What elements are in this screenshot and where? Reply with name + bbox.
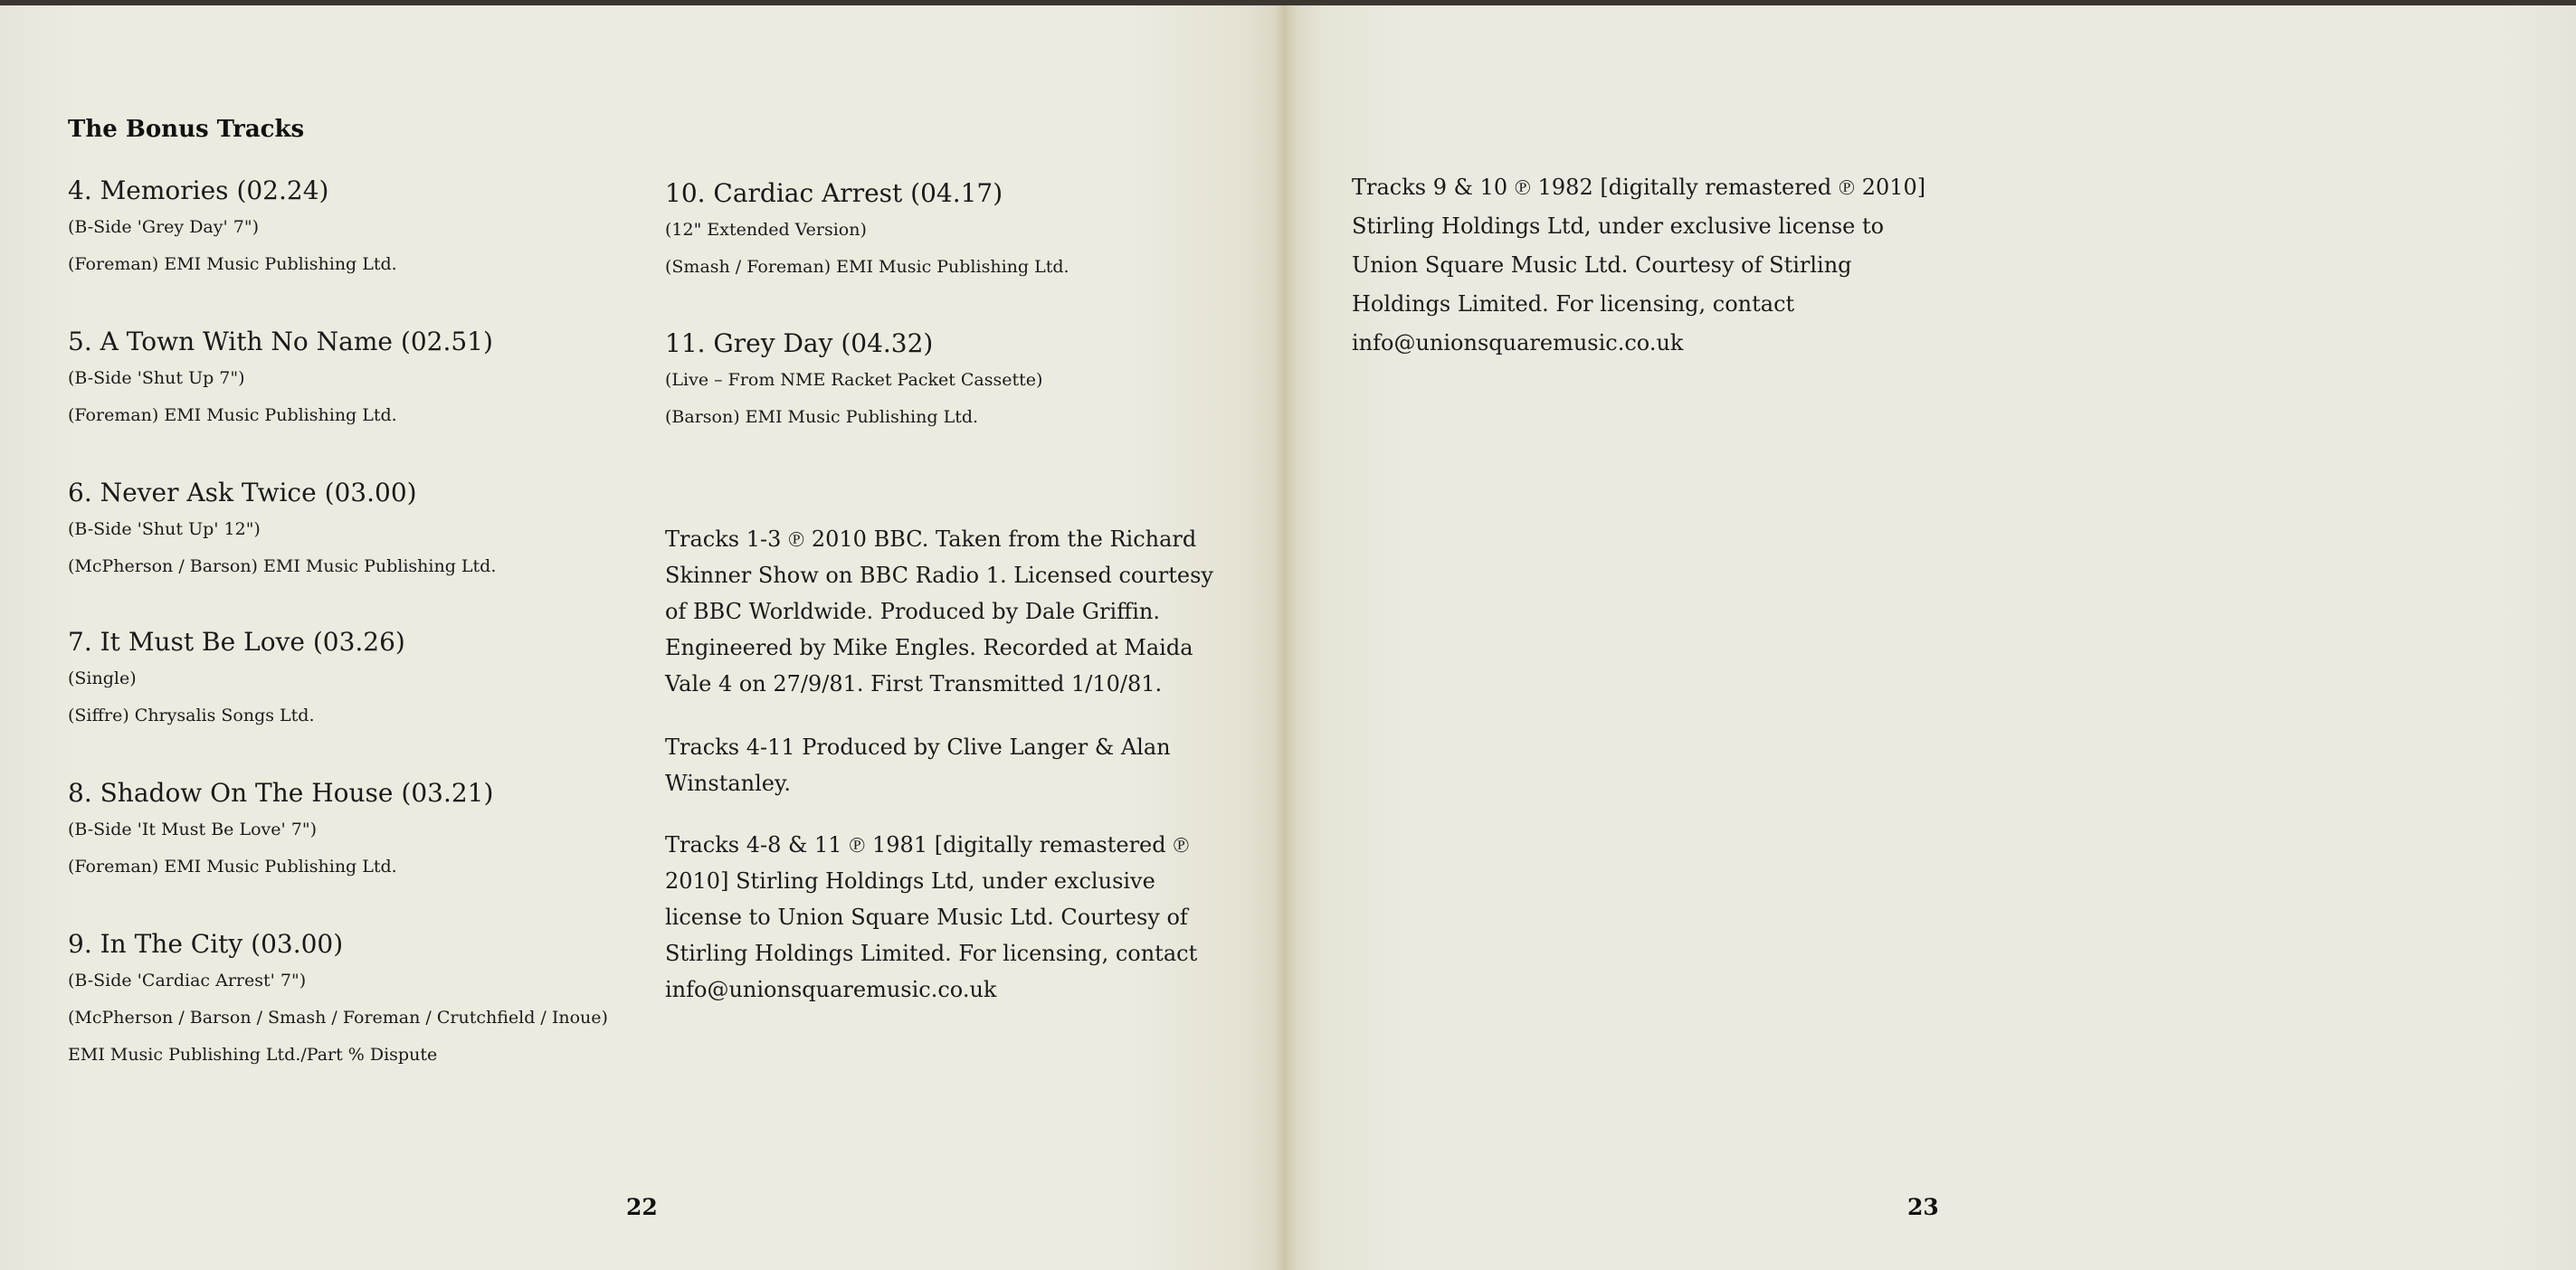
book-gutter — [1274, 5, 1298, 1270]
track-note: (B-Side 'Shut Up' 12") — [68, 519, 261, 539]
track-title: 8. Shadow On The House (03.21) — [68, 778, 494, 808]
track-entry — [665, 327, 1042, 436]
section-heading: The Bonus Tracks — [68, 116, 305, 143]
track-title: 4. Memories (02.24) — [68, 175, 329, 205]
track-note: (B-Side 'Shut Up 7") — [68, 368, 245, 388]
licensing-notes — [1352, 168, 1931, 363]
track-title: 7. It Must Be Love (03.26) — [68, 627, 405, 657]
track-credit: (Foreman) EMI Music Publishing Ltd. — [68, 405, 397, 425]
track-entry — [68, 928, 608, 1074]
track-entry — [68, 175, 397, 283]
page-number: 23 — [1907, 1194, 1939, 1220]
production-notes — [665, 827, 1226, 1008]
track-credit: (Foreman) EMI Music Publishing Ltd. — [68, 857, 397, 877]
track-title: 5. A Town With No Name (02.51) — [68, 327, 493, 356]
track-credit: (Barson) EMI Music Publishing Ltd. — [665, 407, 979, 427]
track-title: 6. Never Ask Twice (03.00) — [68, 478, 417, 507]
track-title: 10. Cardiac Arrest (04.17) — [665, 178, 1003, 208]
notes-licensing: Tracks 4-8 & 11 ℗ 1981 [digitally remastered ℗ 2010] Stirling Holdings Ltd, under exclusive license to Union Square Music Ltd. Courtesy of Stirling Holdings Limited. For licensing, contact info@unionsquaremusic.co.uk — [665, 832, 1198, 1002]
track-note: (Live – From NME Racket Packet Cassette) — [665, 370, 1043, 390]
track-credit: (Siffre) Chrysalis Songs Ltd. — [68, 706, 315, 725]
track-entry — [68, 477, 496, 585]
notes-bbc-sessions: Tracks 1-3 ℗ 2010 BBC. Taken from the Richard Skinner Show on BBC Radio 1. Licensed courtesy of BBC Worldwide. Produced by Dale Griffin. Engineered by Mike Engles. Recorded at Maida Vale 4 on 27/9/81. First Transmitted 1/10/81. — [665, 526, 1213, 697]
notes-producers: Tracks 4-11 Produced by Clive Langer & Alan Winstanley. — [665, 735, 1171, 796]
track-title: 9. In The City (03.00) — [68, 929, 344, 959]
track-credit: (McPherson / Barson / Smash / Foreman / Crutchfield / Inoue) — [68, 1008, 608, 1028]
track-note: (B-Side 'It Must Be Love' 7") — [68, 820, 317, 839]
track-entry — [68, 326, 493, 434]
track-title: 11. Grey Day (04.32) — [665, 328, 934, 358]
track-note: (Single) — [68, 668, 137, 688]
track-entry — [665, 177, 1069, 286]
track-note: (B-Side 'Grey Day' 7") — [68, 217, 259, 237]
track-note: (B-Side 'Cardiac Arrest' 7") — [68, 971, 307, 990]
production-notes — [665, 521, 1226, 702]
track-credit: (Smash / Foreman) EMI Music Publishing Ltd. — [665, 257, 1069, 277]
track-credit-continued: EMI Music Publishing Ltd./Part % Dispute — [68, 1045, 438, 1065]
track-entry — [68, 777, 493, 886]
track-credit: (McPherson / Barson) EMI Music Publishing Ltd. — [68, 556, 497, 576]
left-page — [0, 5, 1284, 1270]
track-entry — [68, 626, 405, 735]
track-credit: (Foreman) EMI Music Publishing Ltd. — [68, 254, 397, 274]
right-page — [1284, 5, 2576, 1270]
page-number: 22 — [626, 1194, 658, 1220]
production-notes — [665, 729, 1226, 801]
track-note: (12" Extended Version) — [665, 220, 867, 240]
notes-tracks-9-10: Tracks 9 & 10 ℗ 1982 [digitally remastered ℗ 2010] Stirling Holdings Ltd, under exclusive license to Union Square Music Ltd. Courtesy of Stirling Holdings Limited. For licensing, contact info@unionsquaremusic.co.uk — [1352, 175, 1926, 355]
